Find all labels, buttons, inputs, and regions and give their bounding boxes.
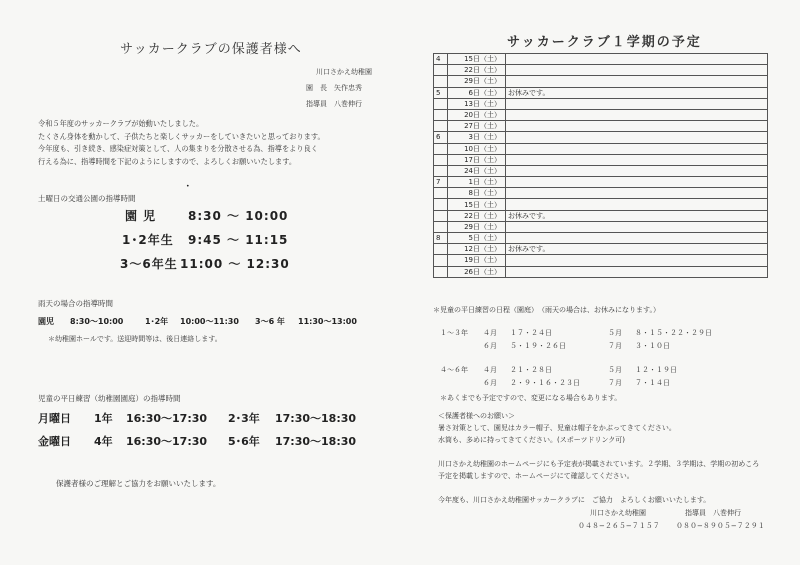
practice-days: ８・１５・２２・２９日 xyxy=(635,329,712,337)
web-line: 予定を掲載しますので、ホームページにて確認してください。 xyxy=(438,472,634,480)
weekday-day: 月曜日 xyxy=(38,412,71,425)
schedule-row xyxy=(434,132,768,143)
practice-grades: ４〜６年 xyxy=(440,366,468,374)
schedule-day: 13日（土） xyxy=(448,98,506,109)
weekday-time: 17:30〜18:30 xyxy=(275,412,357,425)
practice-month: ４月 xyxy=(483,329,497,337)
schedule-day: 22日（土） xyxy=(448,210,506,221)
weekday-time: 16:30〜17:30 xyxy=(126,412,208,425)
schedule-day: 27日（土） xyxy=(448,121,506,132)
rain-time: 11:30〜13:00 xyxy=(298,317,357,326)
practice-days: ５・１９・２６日 xyxy=(510,342,566,350)
header-school: 川口さかえ幼稚園 xyxy=(316,68,372,76)
rain-grade: 3〜6 年 xyxy=(255,317,285,326)
schedule-month xyxy=(434,199,448,210)
rain-grade: 1･2年 xyxy=(145,317,169,326)
schedule-note xyxy=(506,199,768,210)
practice-note: ＊あくまでも予定ですので、変更になる場合もあります。 xyxy=(440,394,622,402)
schedule-note xyxy=(506,65,768,76)
schedule-month xyxy=(434,154,448,165)
schedule-month xyxy=(434,255,448,266)
schedule-day: 29日（土） xyxy=(448,221,506,232)
schedule-note xyxy=(506,54,768,65)
practice-month: ６月 xyxy=(483,342,497,350)
schedule-table xyxy=(433,53,768,278)
practice-month: ７月 xyxy=(608,342,622,350)
sat-time: 8:30 〜 10:00 xyxy=(188,209,289,223)
practice-heading: ＊児童の平日練習の日程（園庭） （雨天の場合は、お休みになります。） xyxy=(433,306,660,314)
schedule-note: お休みです。 xyxy=(506,87,768,98)
rain-time: 10:00〜11:30 xyxy=(180,317,239,326)
practice-month: ４月 xyxy=(483,366,497,374)
intro-line: 今年度も、引き続き、感染症対策として、人の集まりを分散させる為、指導をより良く xyxy=(38,144,318,153)
schedule-month xyxy=(434,65,448,76)
schedule-day: 24日（土） xyxy=(448,165,506,176)
rain-heading: 雨天の場合の指導時間 xyxy=(38,299,113,308)
schedule-row xyxy=(434,255,768,266)
schedule-month xyxy=(434,98,448,109)
schedule-day: 10日（土） xyxy=(448,143,506,154)
schedule-month: 5 xyxy=(434,87,448,98)
schedule-row xyxy=(434,109,768,120)
schedule-row xyxy=(434,210,768,221)
right-title: サッカークラブ１学期の予定 xyxy=(507,35,702,50)
schedule-month xyxy=(434,244,448,255)
schedule-note xyxy=(506,221,768,232)
practice-days: ７・１４日 xyxy=(635,379,670,387)
schedule-month: 7 xyxy=(434,177,448,188)
rain-note: ＊幼稚園ホールです。送迎時間等は、後日連絡します。 xyxy=(48,335,222,343)
schedule-row xyxy=(434,98,768,109)
rain-grade: 園児 xyxy=(38,317,54,326)
weekday-grade: 4年 xyxy=(94,435,113,448)
sat-time: 11:00 〜 12:30 xyxy=(180,257,290,271)
request-line: 水筒も、多めに持ってきてください。(スポーツドリンク可) xyxy=(438,436,626,444)
practice-month: ６月 xyxy=(483,379,497,387)
schedule-day: 15日（土） xyxy=(448,199,506,210)
schedule-note xyxy=(506,121,768,132)
sat-grade: 園 児 xyxy=(125,209,157,223)
schedule-day: 19日（土） xyxy=(448,255,506,266)
schedule-day: 1日（土） xyxy=(448,177,506,188)
schedule-day: 6日（土） xyxy=(448,87,506,98)
schedule-row xyxy=(434,65,768,76)
left-closing: 保護者様のご理解とご協力をお願いいたします。 xyxy=(56,479,221,488)
weekday-grade: 2･3年 xyxy=(228,412,260,425)
schedule-month xyxy=(434,210,448,221)
schedule-note xyxy=(506,132,768,143)
header-instructor: 指導員 八巻伸行 xyxy=(306,100,362,108)
schedule-month xyxy=(434,143,448,154)
schedule-row xyxy=(434,199,768,210)
schedule-day: 29日（土） xyxy=(448,76,506,87)
practice-month: ７月 xyxy=(608,379,622,387)
schedule-row xyxy=(434,54,768,65)
schedule-note xyxy=(506,109,768,120)
schedule-month xyxy=(434,266,448,277)
schedule-note xyxy=(506,165,768,176)
sign-org: 川口さかえ幼稚園 xyxy=(590,509,646,517)
schedule-row xyxy=(434,244,768,255)
schedule-day: 22日（土） xyxy=(448,65,506,76)
practice-days: ２１・２８日 xyxy=(510,366,552,374)
sat-grade: 1･2年生 xyxy=(122,233,174,247)
schedule-row xyxy=(434,143,768,154)
schedule-note xyxy=(506,255,768,266)
schedule-note xyxy=(506,188,768,199)
practice-days: ２・９・１６・２３日 xyxy=(510,379,580,387)
rain-time: 8:30〜10:00 xyxy=(70,317,124,326)
schedule-month xyxy=(434,188,448,199)
practice-month: ５月 xyxy=(608,366,622,374)
schedule-month xyxy=(434,221,448,232)
header-principal: 園 長 矢作忠秀 xyxy=(306,84,362,92)
schedule-day: 8日（土） xyxy=(448,188,506,199)
schedule-row xyxy=(434,177,768,188)
schedule-month: 4 xyxy=(434,54,448,65)
intro-text xyxy=(38,118,325,168)
schedule-row xyxy=(434,76,768,87)
schedule-note xyxy=(506,177,768,188)
schedule-month: 8 xyxy=(434,233,448,244)
schedule-row xyxy=(434,165,768,176)
schedule-row xyxy=(434,154,768,165)
schedule-note xyxy=(506,98,768,109)
weekday-grade: 5･6年 xyxy=(228,435,260,448)
weekday-grade: 1年 xyxy=(94,412,113,425)
schedule-day: 3日（土） xyxy=(448,132,506,143)
saturday-heading: 土曜日の交通公園の指導時間 xyxy=(38,194,136,203)
schedule-day: 26日（土） xyxy=(448,266,506,277)
right-closing: 今年度も、川口さかえ幼稚園サッカークラブに ご協力 よろしくお願いいたします。 xyxy=(438,496,711,504)
intro-line: 行える為に、指導時間を下記のようにしますので、よろしくお願いいたします。 xyxy=(38,156,297,166)
schedule-row xyxy=(434,233,768,244)
schedule-month: 6 xyxy=(434,132,448,143)
schedule-month xyxy=(434,109,448,120)
schedule-month xyxy=(434,76,448,87)
schedule-note xyxy=(506,154,768,165)
weekday-time: 16:30〜17:30 xyxy=(126,435,208,448)
schedule-note: お休みです。 xyxy=(506,244,768,255)
practice-grades: １〜３年 xyxy=(440,329,468,337)
sign-person: 指導員 八巻伸行 xyxy=(685,509,741,517)
phone-kindergarten: ０４８−２６５−７１５７ xyxy=(578,522,660,530)
schedule-day: 12日（土） xyxy=(448,244,506,255)
schedule-note xyxy=(506,266,768,277)
schedule-row xyxy=(434,221,768,232)
practice-days: １２・１９日 xyxy=(635,366,677,374)
request-line: 暑さ対策として、園児はカラー帽子、児童は帽子をかぶってきてください。 xyxy=(438,424,676,432)
intro-line: たくさん身体を動かして、子供たちと楽しくサッカーをしていきたいと思っております。 xyxy=(38,131,325,141)
schedule-row xyxy=(434,121,768,132)
schedule-note xyxy=(506,233,768,244)
schedule-note xyxy=(506,143,768,154)
sat-grade: 3〜6年生 xyxy=(120,257,178,271)
schedule-row xyxy=(434,87,768,98)
left-title: サッカークラブの保護者様へ xyxy=(120,42,302,57)
web-line: 川口さかえ幼稚園のホームページにも予定表が掲載されています。２学期、３学期は、学期の初めころ xyxy=(438,460,760,468)
practice-month: ５月 xyxy=(608,329,622,337)
schedule-note: お休みです。 xyxy=(506,210,768,221)
weekday-day: 金曜日 xyxy=(38,435,71,448)
schedule-row xyxy=(434,266,768,277)
schedule-day: 5日（土） xyxy=(448,233,506,244)
schedule-month xyxy=(434,165,448,176)
weekday-heading: 児童の平日練習（幼稚園園庭）の指導時間 xyxy=(38,394,181,403)
request-heading: ＜保護者様へのお願い＞ xyxy=(438,412,515,420)
weekday-time: 17:30〜18:30 xyxy=(275,435,357,448)
schedule-row xyxy=(434,188,768,199)
phone-instructor: ０８０−８９０５−７２９１ xyxy=(676,522,765,530)
schedule-day: 15日（土） xyxy=(448,54,506,65)
schedule-day: 20日（土） xyxy=(448,109,506,120)
sat-time: 9:45 〜 11:15 xyxy=(188,233,289,247)
dot-mark: • xyxy=(186,183,190,190)
schedule-day: 17日（土） xyxy=(448,154,506,165)
schedule-note xyxy=(506,76,768,87)
schedule-month xyxy=(434,121,448,132)
practice-days: １７・２４日 xyxy=(510,329,552,337)
intro-line: 令和５年度のサッカークラブが始動いたしました。 xyxy=(38,119,204,128)
practice-days: ３・１０日 xyxy=(635,342,670,350)
